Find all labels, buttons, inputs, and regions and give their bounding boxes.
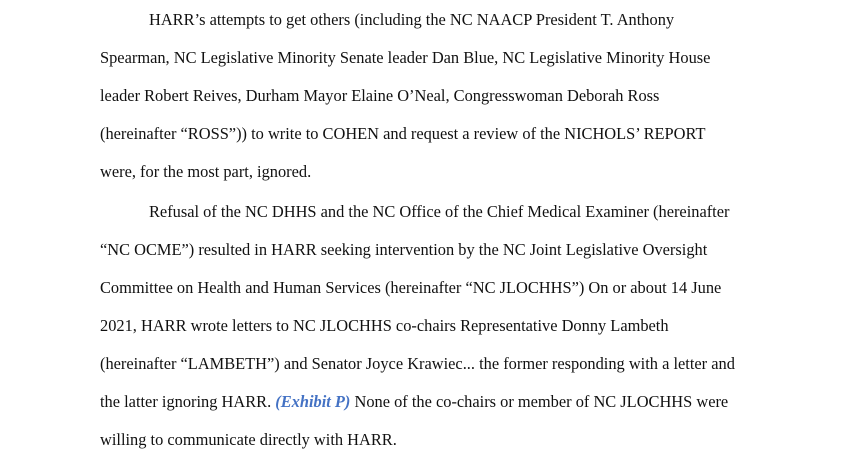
paragraph-2-line-5: (hereinafter “LAMBETH”) and Senator Joyce Krawiec... the former responding with a letter and [100,354,735,373]
line-6-text-after: None of the co-chairs or member of NC JLOCHHS were [350,392,729,411]
paragraph-1-line-4: (hereinafter “ROSS”)) to write to COHEN and request a review of the NICHOLS’ REPORT [100,124,706,143]
paragraph-2-line-1: Refusal of the NC DHHS and the NC Office of the Chief Medical Examiner (hereinafter [149,202,730,221]
line-6-text-before: the latter ignoring HARR. [100,392,276,411]
paragraph-2-line-3: Committee on Health and Human Services (hereinafter “NC JLOCHHS”) On or about 14 June [100,278,722,297]
paragraph-1-line-1: HARR’s attempts to get others (including the NC NAACP President T. Anthony [149,10,675,29]
paragraph-2-line-2: “NC OCME”) resulted in HARR seeking intervention by the NC Joint Legislative Oversight [100,240,708,259]
paragraph-1-line-5: were, for the most part, ignored. [100,162,312,181]
paragraph-2-line-7: willing to communicate directly with HARR. [100,430,397,449]
paragraph-1-line-3: leader Robert Reives, Durham Mayor Elaine O’Neal, Congresswoman Deborah Ross [100,86,660,105]
exhibit-p-reference: (Exhibit P) [275,392,351,411]
paragraph-2-line-4: 2021, HARR wrote letters to NC JLOCHHS co-chairs Representative Donny Lambeth [100,316,669,335]
paragraph-1-line-2: Spearman, NC Legislative Minority Senate leader Dan Blue, NC Legislative Minority House [100,48,711,67]
paragraph-2-line-6 [100,392,728,412]
